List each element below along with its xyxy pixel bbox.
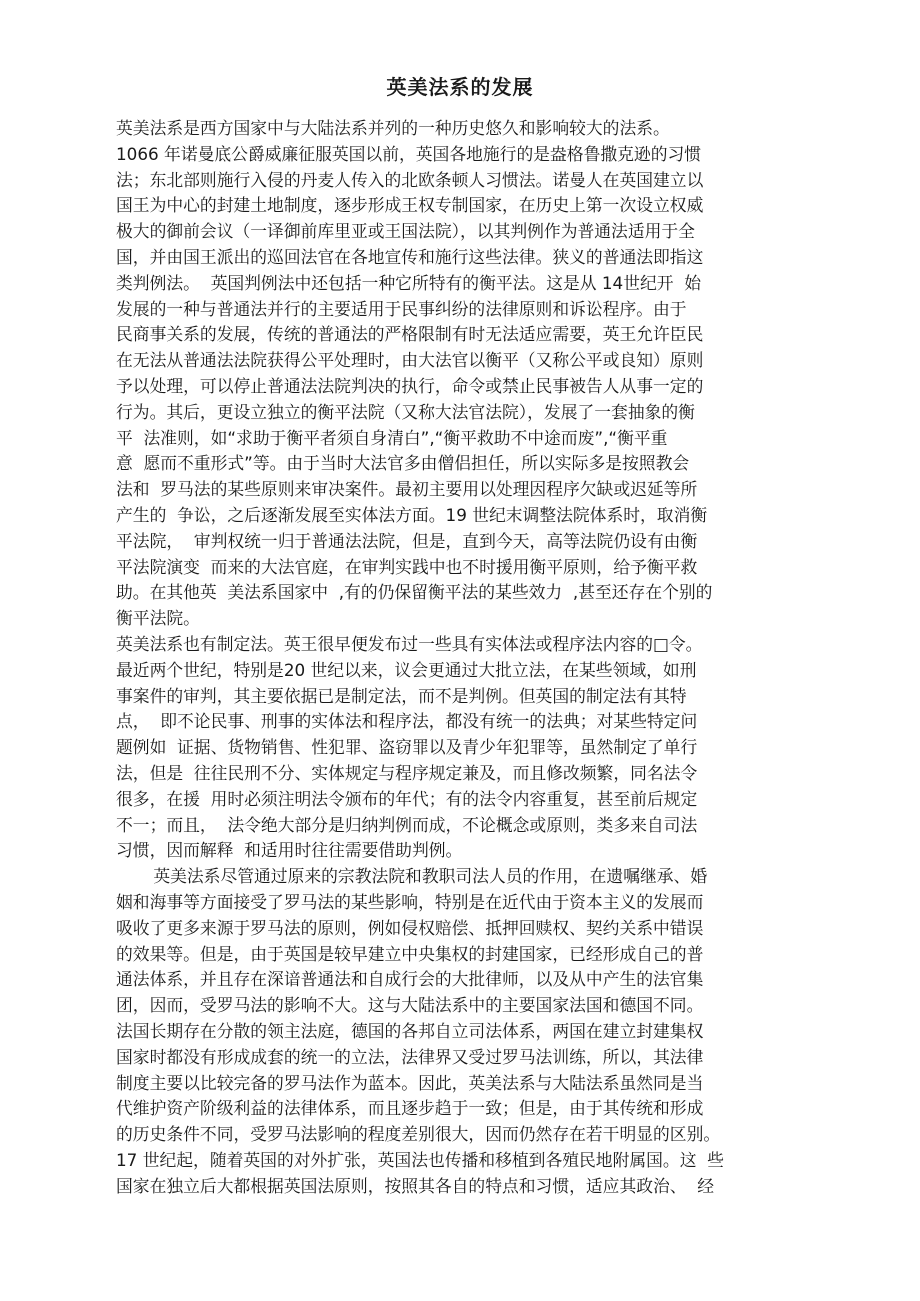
text-line: 的效果等。但是，由于英国是较早建立中央集权的封建国家，已经形成自己的普 bbox=[116, 943, 704, 964]
text-line: 事案件的审判，其主要依据已是制定法，而不是判例。但英国的制定法有其特 bbox=[116, 685, 687, 706]
text-line: 吸收了更多来源于罗马法的原则，例如侵权赔偿、抵押回赎权、契约关系中错误 bbox=[116, 917, 704, 938]
text-line: 法国长期存在分散的领主法庭，德国的各邦自立司法体系，两国在建立封建集权 bbox=[116, 1021, 704, 1041]
text-line: 英美法系也有制定法。英王很早便发布过一些具有实体法或程序法内容的□令。 bbox=[116, 634, 703, 654]
text-line: 平法院演变 而来的大法官庭，在审判实践中也不时援用衡平原则，给予衡平救 bbox=[116, 556, 698, 577]
text-line: 不一；而且， 法令绝大部分是归纳判例而成，不论概念或原则，类多来自司法 bbox=[116, 814, 698, 835]
text-line: 助。在其他英 美法系国家中 ,有的仍保留衡平法的某些效力 ,甚至还存在个别的 bbox=[116, 582, 713, 603]
text-line: 通法体系，并且存在深谙普通法和自成行会的大批律师，以及从中产生的法官集 bbox=[116, 969, 704, 990]
text-line: 国家时都没有形成成套的统一的立法，法律界又受过罗马法训练，所以，其法律 bbox=[116, 1046, 704, 1067]
text-line: 英美法系尽管通过原来的宗教法院和教职司法人员的作用，在遗嘱继承、婚 bbox=[116, 866, 708, 887]
text-line: 衡平法院。 bbox=[116, 608, 200, 629]
text-line: 法；东北部则施行入侵的丹麦人传入的北欧条顿人习惯法。诺曼人在英国建立以 bbox=[116, 169, 704, 190]
text-line: 极大的御前会议（一译御前库里亚或王国法院），以其判例作为普通法适用于全 bbox=[116, 221, 695, 242]
text-line: 类判例法。 英国判例法中还包括一种它所特有的衡平法。这是从 14世纪开 始 bbox=[116, 272, 702, 293]
text-line: 制度主要以比较完备的罗马法作为蓝本。因此，英美法系与大陆法系虽然同是当 bbox=[116, 1072, 704, 1093]
text-line: 的历史条件不同，受罗马法影响的程度差别很大，因而仍然存在若干明显的区别。 bbox=[116, 1124, 721, 1145]
text-line: 平 法准则，如“求助于衡平者须自身清白”,“衡平救助不中途而废”,“衡平重 bbox=[116, 427, 668, 448]
text-line: 产生的 争讼，之后逐渐发展至实体法方面。19 世纪末调整法院体系时，取消衡 bbox=[116, 505, 708, 525]
text-line: 平法院， 审判权统一归于普通法法院，但是，直到今天，高等法院仍设有由衡 bbox=[116, 530, 698, 551]
text-line: 代维护资产阶级利益的法律体系，而且逐步趋于一致；但是，由于其传统和形成 bbox=[116, 1098, 704, 1119]
text-line: 发展的一种与普通法并行的主要适用于民事纠纷的法律原则和诉讼程序。由于 bbox=[116, 298, 687, 319]
text-line: 予以处理，可以停止普通法法院判决的执行，命令或禁止民事被告人从事一定的 bbox=[116, 376, 704, 396]
text-line: 在无法从普通法法院获得公平处理时，由大法官以衡平（又称公平或良知）原则 bbox=[116, 350, 704, 371]
text-line: 习惯，因而解释 和适用时往往需要借助判例。 bbox=[116, 840, 463, 861]
text-line: 最近两个世纪，特别是20 世纪以来，议会更通过大批立法，在某些领域，如刑 bbox=[116, 659, 697, 680]
text-line: 行为。其后，更设立独立的衡平法院（又称大法官法院），发展了一套抽象的衡 bbox=[116, 401, 695, 422]
text-line: 民商事关系的发展，传统的普通法的严格限制有时无法适应需要，英王允许臣民 bbox=[116, 324, 704, 345]
text-line: 点， 即不论民事、刑事的实体法和程序法，都没有统一的法典；对某些特定问 bbox=[116, 711, 698, 732]
text-line: 很多，在援 用时必须注明法令颁布的年代；有的法令内容重复，甚至前后规定 bbox=[116, 788, 698, 809]
text-line: 国，并由国王派出的巡回法官在各地宣传和施行这些法律。狭义的普通法即指这 bbox=[116, 247, 704, 267]
text-line: 姻和海事等方面接受了罗马法的某些影响，特别是在近代由于资本主义的发展而 bbox=[116, 892, 704, 912]
text-line: 意 愿而不重形式”等。由于当时大法官多由僧侣担任，所以实际多是按照教会 bbox=[116, 453, 690, 474]
text-line: 法，但是 往往民刑不分、实体规定与程序规定兼及，而且修改频繁，同名法令 bbox=[116, 763, 698, 783]
text-line: 团，因而，受罗马法的影响不大。这与大陆法系中的主要国家法国和德国不同。 bbox=[116, 995, 704, 1016]
text-line: 1066 年诺曼底公爵威廉征服英国以前，英国各地施行的是盎格鲁撒克逊的习惯 bbox=[116, 143, 702, 164]
document-title: 英美法系的发展 bbox=[386, 75, 534, 99]
text-line: 英美法系是西方国家中与大陆法系并列的一种历史悠久和影响较大的法系。 bbox=[116, 118, 670, 138]
text-line: 17 世纪起，随着英国的对外扩张，英国法也传播和移植到各殖民地附属国。这 些 bbox=[116, 1150, 724, 1170]
text-line: 法和 罗马法的某些原则来审决案件。最初主要用以处理因程序欠缺或迟延等所 bbox=[116, 479, 698, 500]
text-line: 国王为中心的封建土地制度，逐步形成王权专制国家，在历史上第一次设立权威 bbox=[116, 195, 704, 216]
text-line: 题例如 证据、货物销售、性犯罪、盗窃罪以及青少年犯罪等，虽然制定了单行 bbox=[116, 737, 698, 758]
text-line: 国家在独立后大都根据英国法原则，按照其各自的特点和习惯，适应其政治、 经 bbox=[116, 1175, 715, 1196]
